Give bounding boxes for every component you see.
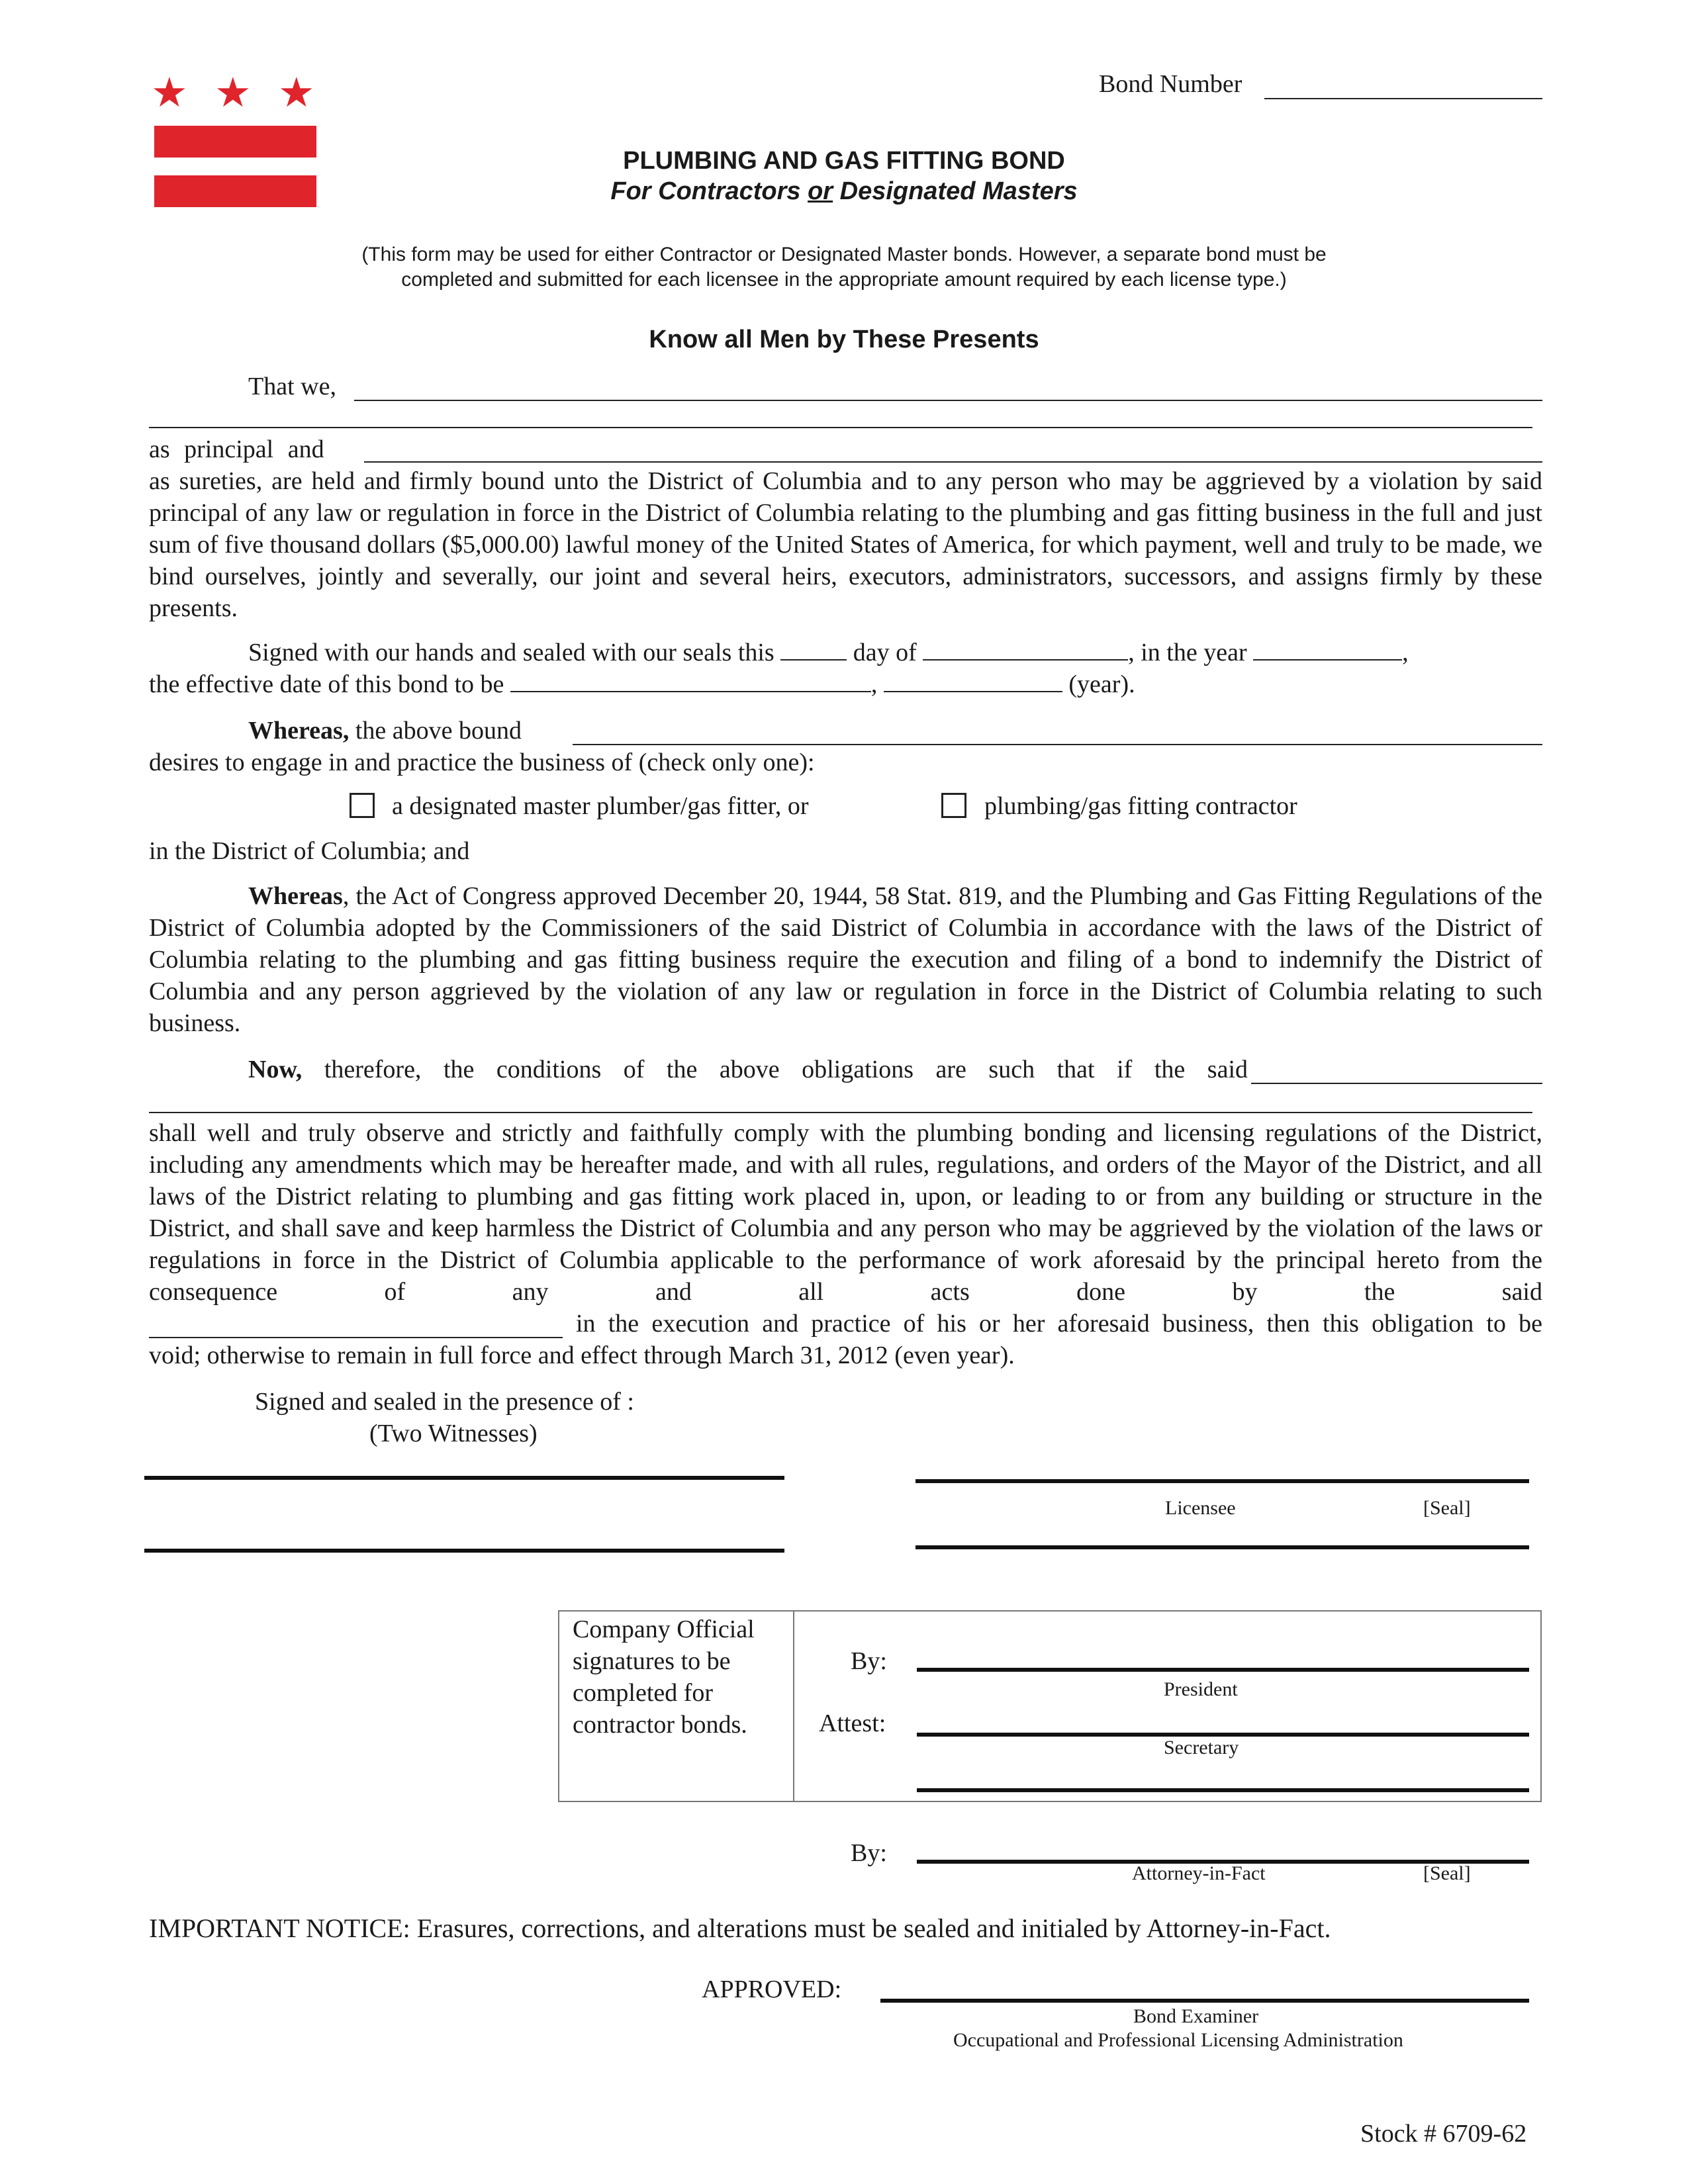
star-icon: ★ (278, 71, 315, 116)
company-official-line: Company Official (573, 1615, 755, 1643)
approved-label: APPROVED: (702, 1976, 842, 2003)
comma-text: , (1402, 639, 1409, 666)
bond-number-label: Bond Number (1099, 70, 1243, 98)
two-witnesses-label: (Two Witnesses) (369, 1420, 538, 1447)
day-field[interactable] (780, 637, 847, 660)
now-bold: Now, (248, 1056, 303, 1083)
secretary-signature-line[interactable] (917, 1713, 1529, 1737)
principal-field[interactable] (149, 1308, 563, 1338)
effective-year-field[interactable] (884, 668, 1062, 692)
surety-name-field[interactable] (364, 433, 1542, 463)
star-icon: ★ (151, 71, 188, 116)
attorney-by-label: By: (851, 1839, 887, 1867)
whereas-label (248, 715, 522, 747)
note-line: (This form may be used for either Contractor or Designated Master bonds. However, a separate bond must be (361, 244, 1327, 265)
said-name-field[interactable] (1251, 1054, 1542, 1084)
contractor-option-label: plumbing/gas fitting contractor (984, 792, 1297, 820)
said-name-field-2[interactable] (149, 1085, 1532, 1113)
sureties-paragraph: as sureties, are held and firmly bound unto the District of Columbia and to any person who may be aggrieved by a violation by said principal of any law or regulation in force in the District of Columbia relating to the plumbing and gas fitting business in the full and just sum of five thousand dollars ($5,000.00) lawful money of the United States of America, for which payment, well and truly to be made, we bind ourselves, jointly and severally, our joint and several heirs, executors, administrators, successors, and assigns firmly by these presents. (149, 467, 1542, 622)
company-official-line: signatures to be (573, 1647, 731, 1675)
whereas-text: the above bound (349, 717, 522, 745)
presence-label: Signed and sealed in the presence of : (255, 1388, 634, 1416)
form-subtitle (0, 177, 1688, 206)
month-field[interactable] (923, 637, 1128, 660)
desires-text: desires to engage in and practice the business of (check only one): (149, 749, 815, 776)
note-line: completed and submitted for each licensee in the appropriate amount required by each license type.) (401, 269, 1287, 291)
that-we-label: That we, (248, 373, 336, 400)
licensee-label: Licensee (1165, 1497, 1236, 1519)
in-year-text: , in the year (1128, 639, 1247, 666)
secretary-signature-line-2[interactable] (917, 1768, 1529, 1792)
now-line (248, 1054, 1248, 1085)
principal-name-field-2[interactable] (149, 400, 1532, 428)
subtitle-or: or (808, 177, 833, 205)
bond-number-field[interactable] (1264, 73, 1542, 99)
company-official-line: contractor bonds. (573, 1711, 747, 1739)
attorney-seal-label: [Seal] (1423, 1862, 1471, 1884)
subtitle-text: For Contractors (610, 177, 808, 205)
president-signature-line[interactable] (917, 1648, 1529, 1672)
whereas2-bold: Whereas (248, 882, 343, 910)
bond-examiner-signature-line[interactable] (880, 1979, 1529, 2003)
attorney-label: Attorney-in-Fact (1132, 1862, 1266, 1884)
whereas2-text: , the Act of Congress approved December 20, 1944, 58 Stat. 819, and the Plumbing and Gas Fitting Regulations of the District of Columbia adopted by the Commissioners of the said District of Columbia in accordance with the laws of the District of Columbia relating to the plumbing and gas fitting business require the execution and filing of a bond to indemnify the District of Columbia and any person aggrieved by the violation of any law or regulation in force in the District of Columbia relating to such business. (149, 882, 1542, 1037)
in-district-text: in the District of Columbia; and (149, 837, 470, 865)
comma-text: , (870, 670, 878, 698)
form-title: PLUMBING AND GAS FITTING BOND (623, 147, 1065, 175)
licensee-signature-line[interactable] (915, 1459, 1529, 1483)
company-official-line: completed for (573, 1679, 714, 1707)
seal-label: [Seal] (1423, 1497, 1471, 1519)
form-note (0, 242, 1688, 293)
president-label: President (1164, 1678, 1238, 1700)
whereas2-paragraph (149, 880, 1542, 1039)
licensee-signature-line-2[interactable] (915, 1525, 1529, 1549)
agency-label: Occupational and Professional Licensing Administration (953, 2029, 1403, 2051)
subtitle-text: Designated Masters (833, 177, 1078, 205)
bound-name-field[interactable] (573, 715, 1542, 745)
year-label: (year). (1068, 670, 1135, 698)
star-icon: ★ (214, 71, 252, 116)
now-text: therefore, the conditions of the above obligations are such that if the said (302, 1056, 1248, 1083)
year-field[interactable] (1253, 637, 1402, 660)
attorney-signature-line[interactable] (917, 1840, 1529, 1864)
by-label: By: (851, 1647, 887, 1675)
signed-line (248, 637, 1542, 668)
attest-label: Attest: (819, 1709, 886, 1737)
effective-date-text: the effective date of this bond to be (149, 670, 504, 698)
company-official-divider (793, 1610, 794, 1802)
signed-text: Signed with our hands and sealed with our seals this (248, 639, 774, 666)
comply-paragraph: shall well and truly observe and strictly and faithfully comply with the plumbing bonding and licensing regulations of the District, including any amendments which may be hereafter made, and with all rules, regulations, and orders of the Mayor of the District, and all laws of the District relating to plumbing and gas fitting work placed in, upon, or leading to or from any building or structure in the District, and shall save and keep harmless the District of Columbia and any person who may be aggrieved by the violation of the laws or regulations in force in the District of Columbia applicable to the performance of work aforesaid by the principal hereto from the consequence of any and all acts done by the said (149, 1119, 1542, 1306)
void-line: void; otherwise to remain in full force and effect through March 31, 2012 (even year). (149, 1342, 1015, 1369)
witness-signature-line-2[interactable] (144, 1529, 784, 1553)
section-heading: Know all Men by These Presents (649, 326, 1039, 353)
witness-signature-line-1[interactable] (144, 1456, 784, 1480)
whereas-bold: Whereas, (248, 717, 350, 745)
master-checkbox[interactable] (350, 793, 375, 818)
stock-number: Stock # 6709-62 (1360, 2120, 1527, 2148)
effective-date-field[interactable] (510, 668, 871, 692)
effective-date-line (149, 668, 1135, 700)
principal-name-field[interactable] (354, 371, 1542, 401)
day-of-text: day of (853, 639, 917, 666)
company-official-text (573, 1614, 755, 1741)
execution-line: in the execution and practice of his or her aforesaid business, then this obligation to be (576, 1310, 1542, 1338)
bond-examiner-label: Bond Examiner (1133, 2005, 1259, 2027)
important-notice: IMPORTANT NOTICE: Erasures, corrections, and alterations must be sealed and initialed by Attorney-in-Fact. (149, 1913, 1331, 1943)
master-option-label: a designated master plumber/gas fitter, or (392, 792, 809, 820)
contractor-checkbox[interactable] (941, 793, 966, 818)
as-principal-label: as principal and (149, 435, 324, 463)
secretary-label: Secretary (1164, 1737, 1239, 1758)
